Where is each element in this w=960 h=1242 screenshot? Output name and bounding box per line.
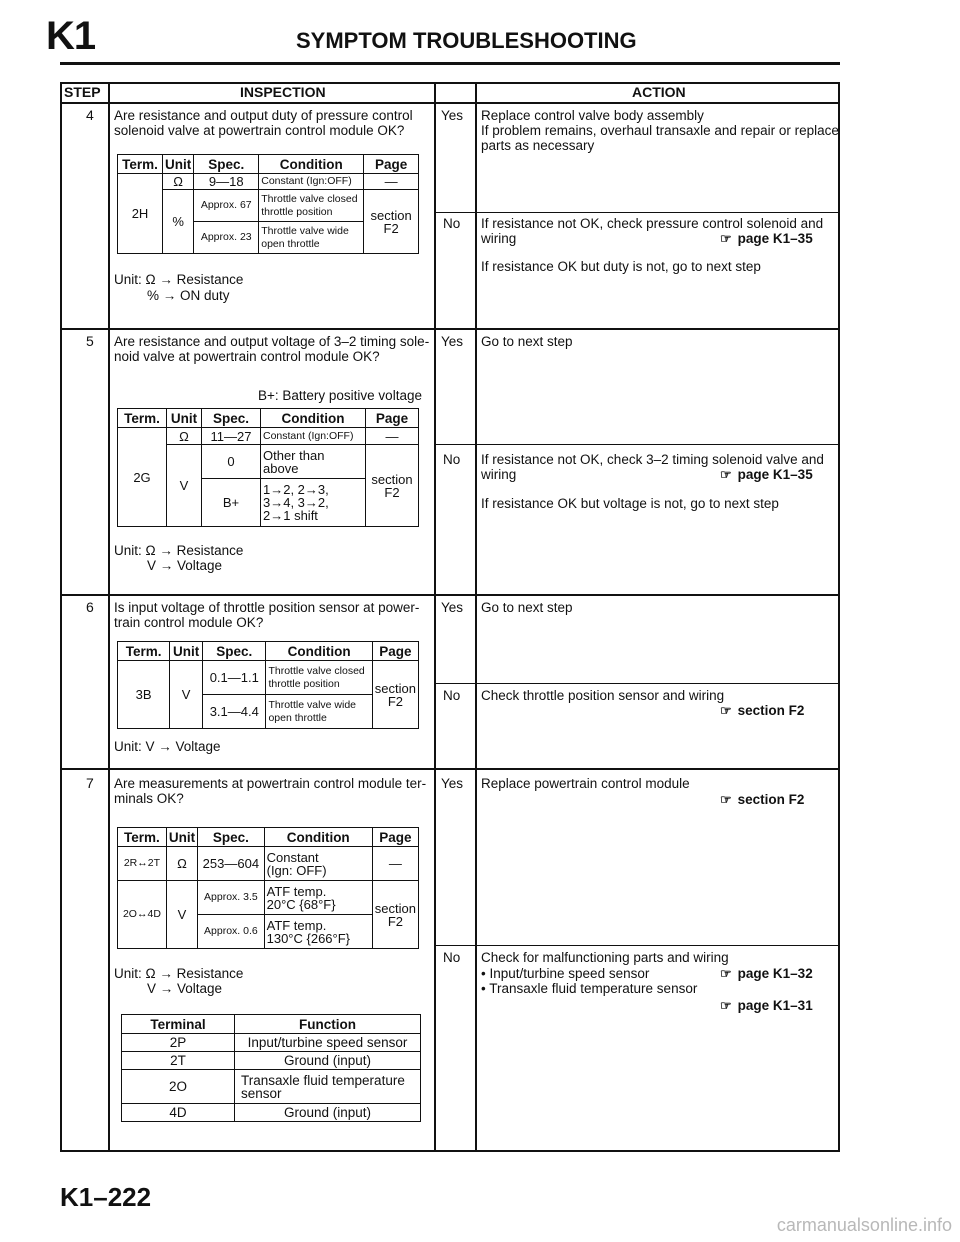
page-cell: —	[366, 428, 419, 445]
condition-header: Condition	[259, 155, 364, 174]
unit-header: Unit	[163, 155, 194, 174]
no-action: If resistance OK but duty is not, go to next step	[481, 259, 761, 274]
bullet-item: • Input/turbine speed sensor	[481, 966, 650, 981]
col-divider-yesno	[475, 82, 477, 1152]
terminal-cell: 2H	[118, 174, 163, 254]
page-reference[interactable]: ☞ page K1–35	[720, 467, 813, 482]
no-label: No	[443, 216, 461, 231]
condition-cell: Other than above	[261, 445, 366, 479]
bullet-item: • Transaxle fluid temperature sensor	[481, 981, 698, 996]
no-action: wiring	[481, 467, 517, 482]
page-cell: section F2	[372, 661, 418, 729]
inspection-question: minals OK?	[114, 791, 184, 806]
step-separator	[60, 328, 840, 330]
inspection-question: Is input voltage of throttle position sensor at power-	[114, 600, 420, 615]
unit-cell: V	[167, 445, 202, 527]
yes-action: Go to next step	[481, 334, 573, 349]
unit-legend: Unit: Ω → Resistance	[114, 272, 244, 287]
terminal-id: 2P	[122, 1034, 235, 1052]
term-header: Term.	[118, 155, 163, 174]
no-action: If resistance not OK, check 3–2 timing solenoid valve and	[481, 452, 824, 467]
condition-header: Condition	[264, 828, 372, 847]
page-header: Page	[364, 155, 419, 174]
unit-cell: Ω	[167, 428, 202, 445]
terminal-cell: 2O↔4D	[118, 881, 167, 949]
page-cell: —	[364, 174, 419, 190]
page-header: Page	[366, 409, 419, 428]
header-rule	[60, 62, 840, 65]
spec-cell: Approx. 0.6	[198, 915, 264, 949]
inspection-question: solenoid valve at powertrain control module OK?	[114, 123, 405, 138]
action-column-header: ACTION	[632, 84, 686, 100]
watermark: carmanualsonline.info	[776, 1215, 952, 1235]
terminal-cell: 3B	[118, 661, 170, 729]
note-text: B+: Battery positive voltage	[258, 388, 422, 403]
spec-cell: Approx. 23	[194, 222, 259, 254]
yes-no-separator	[435, 212, 840, 213]
condition-cell: Constant (Ign: OFF)	[264, 847, 372, 881]
no-label: No	[443, 950, 461, 965]
page-reference[interactable]: ☞ page K1–35	[720, 231, 813, 246]
section-reference[interactable]: ☞ section F2	[720, 703, 805, 718]
page-cell: —	[372, 847, 418, 881]
spec-cell: 11—27	[202, 428, 261, 445]
step-number: 7	[86, 775, 94, 791]
terminal-id: 2T	[122, 1052, 235, 1070]
yes-action: Replace control valve body assembly	[481, 108, 704, 123]
page-reference[interactable]: ☞ page K1–32	[720, 966, 813, 981]
no-action: Check for malfunctioning parts and wiring	[481, 950, 729, 965]
spec-table	[117, 154, 419, 254]
section-reference[interactable]: ☞ section F2	[720, 792, 805, 807]
terminal-id: 2O	[122, 1070, 235, 1104]
inspection-column-header: INSPECTION	[240, 84, 326, 100]
yes-label: Yes	[441, 600, 464, 615]
yes-label: Yes	[441, 776, 464, 791]
condition-cell: 1→2, 2→3, 3→4, 3→2, 2→1 shift	[261, 479, 366, 527]
pointing-hand-icon: ☞	[720, 792, 732, 807]
spec-cell: Approx. 67	[194, 190, 259, 222]
no-action: If resistance not OK, check pressure control solenoid and	[481, 216, 824, 231]
terminal-function-table	[121, 1014, 421, 1122]
inspection-question: Are measurements at powertrain control module ter-	[114, 776, 427, 791]
spec-cell: Approx. 3.5	[198, 881, 264, 915]
unit-cell: Ω	[163, 174, 194, 190]
page-title: SYMPTOM TROUBLESHOOTING	[296, 28, 637, 53]
condition-header: Condition	[266, 642, 372, 661]
unit-cell: V	[170, 661, 203, 729]
unit-legend: V → Voltage	[147, 981, 223, 996]
unit-legend: V → Voltage	[147, 558, 223, 573]
spec-cell: 9—18	[194, 174, 259, 190]
spec-cell: B+	[202, 479, 261, 527]
step-column-header: STEP	[64, 84, 101, 100]
page-cell: section F2	[372, 881, 418, 949]
function-header: Function	[235, 1015, 421, 1034]
spec-table	[117, 408, 419, 527]
terminal-id: 4D	[122, 1104, 235, 1122]
page-reference[interactable]: ☞ page K1–31	[720, 998, 813, 1013]
step-separator	[60, 768, 840, 770]
condition-header: Condition	[261, 409, 366, 428]
term-header: Term.	[118, 642, 170, 661]
step-number: 5	[86, 333, 94, 349]
spec-header: Spec.	[198, 828, 264, 847]
pointing-hand-icon: ☞	[720, 998, 732, 1013]
terminal-function: Transaxle fluid temperature sensor	[235, 1070, 421, 1104]
unit-legend: Unit: V → Voltage	[114, 739, 221, 754]
no-label: No	[443, 452, 461, 467]
yes-no-separator	[435, 683, 840, 684]
terminal-function: Ground (input)	[235, 1104, 421, 1122]
unit-header: Unit	[166, 828, 197, 847]
terminal-header: Terminal	[122, 1015, 235, 1034]
term-header: Term.	[118, 409, 167, 428]
page-number: K1–222	[60, 1182, 152, 1212]
condition-cell: Throttle valve wide open throttle	[259, 222, 364, 254]
step-number: 6	[86, 599, 94, 615]
spec-cell: 0.1—1.1	[203, 661, 266, 695]
unit-header: Unit	[170, 642, 203, 661]
pointing-hand-icon: ☞	[720, 703, 732, 718]
unit-header: Unit	[167, 409, 202, 428]
no-label: No	[443, 688, 461, 703]
header-row-rule	[60, 102, 840, 104]
no-action: wiring	[481, 231, 517, 246]
spec-header: Spec.	[203, 642, 266, 661]
condition-cell: Throttle valve closed throttle position	[259, 190, 364, 222]
no-action: If resistance OK but voltage is not, go to next step	[481, 496, 779, 511]
spec-cell: 253—604	[198, 847, 264, 881]
condition-cell: ATF temp. 20°C {68°F}	[264, 881, 372, 915]
page-header: Page	[372, 642, 418, 661]
inspection-question: Are resistance and output voltage of 3–2 timing sole-	[114, 334, 430, 349]
yes-action: Replace powertrain control module	[481, 776, 690, 791]
page-header: Page	[372, 828, 418, 847]
terminal-function: Input/turbine speed sensor	[235, 1034, 421, 1052]
spec-header: Spec.	[202, 409, 261, 428]
terminal-cell: 2G	[118, 428, 167, 527]
step-number: 4	[86, 107, 94, 123]
yes-action: parts as necessary	[481, 138, 595, 153]
unit-cell: Ω	[166, 847, 197, 881]
page-cell: section F2	[364, 190, 419, 254]
yes-no-separator	[435, 444, 840, 445]
unit-legend: % → ON duty	[147, 288, 230, 303]
inspection-question: Are resistance and output duty of pressure control	[114, 108, 413, 123]
condition-cell: Constant (Ign:OFF)	[261, 428, 366, 445]
terminal-function: Ground (input)	[235, 1052, 421, 1070]
spec-cell: 0	[202, 445, 261, 479]
spec-header: Spec.	[194, 155, 259, 174]
unit-legend: Unit: Ω → Resistance	[114, 543, 244, 558]
term-header: Term.	[118, 828, 167, 847]
terminal-cell: 2R↔2T	[118, 847, 167, 881]
yes-label: Yes	[441, 334, 464, 349]
pointing-hand-icon: ☞	[720, 231, 732, 246]
section-code: K1	[46, 14, 96, 58]
yes-action: Go to next step	[481, 600, 573, 615]
page-cell: section F2	[366, 445, 419, 527]
yes-action: If problem remains, overhaul transaxle and repair or replace	[481, 123, 839, 138]
condition-cell: ATF temp. 130°C {266°F}	[264, 915, 372, 949]
no-action: Check throttle position sensor and wiring	[481, 688, 725, 703]
unit-legend: Unit: Ω → Resistance	[114, 966, 244, 981]
unit-cell: V	[166, 881, 197, 949]
spec-table	[117, 641, 419, 729]
inspection-question: train control module OK?	[114, 615, 264, 630]
unit-cell: %	[163, 190, 194, 254]
inspection-question: noid valve at powertrain control module OK?	[114, 349, 380, 364]
pointing-hand-icon: ☞	[720, 467, 732, 482]
col-divider-inspection	[434, 82, 436, 1152]
yes-no-separator	[435, 945, 840, 946]
spec-table	[117, 827, 419, 949]
step-separator	[60, 594, 840, 596]
condition-cell: Constant (Ign:OFF)	[259, 174, 364, 190]
spec-cell: 3.1—4.4	[203, 695, 266, 729]
condition-cell: Throttle valve wide open throttle	[266, 695, 372, 729]
pointing-hand-icon: ☞	[720, 966, 732, 981]
yes-label: Yes	[441, 108, 464, 123]
condition-cell: Throttle valve closed throttle position	[266, 661, 372, 695]
col-divider-step	[108, 82, 110, 1152]
